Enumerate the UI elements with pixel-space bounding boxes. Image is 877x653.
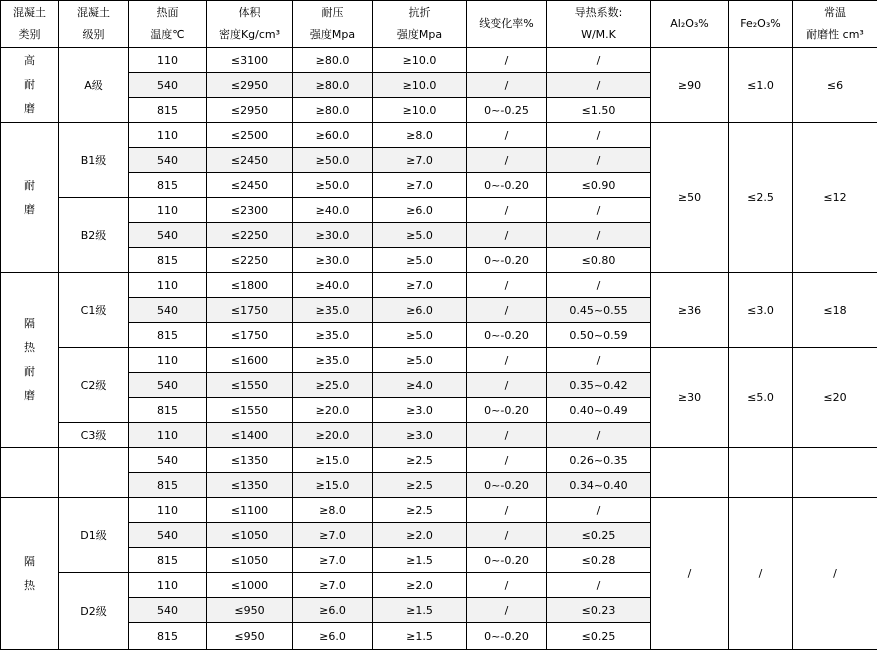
table-row: 隔 热 耐 磨 C1级 110 ≤1800 ≥40.0 ≥7.0 / / ≥36 ≤3.0 ≤18 [1,273,877,298]
grade-d1: D1级 [59,498,129,573]
table-row: 540 ≤1350 ≥15.0 ≥2.5 / 0.26~0.35 [1,448,877,473]
table-row: 815 ≤950 ≥6.0 ≥1.5 0~-0.20 ≤0.25 [1,623,877,650]
al2o3-blank [651,448,729,498]
header-hot-face-temp: 热面 温度℃ [129,1,207,48]
header-fe2o3: Fe₂O₃% [729,1,793,48]
category-high-wear: 高 耐 磨 [1,48,59,123]
table-row: 540 ≤2450 ≥50.0 ≥7.0 / / [1,148,877,173]
header-flexural-strength: 抗折 强度Mpa [373,1,467,48]
table-row: D2级 110 ≤1000 ≥7.0 ≥2.0 / / [1,573,877,598]
table-row: 540 ≤1050 ≥7.0 ≥2.0 / ≤0.25 [1,523,877,548]
table-row: 815 ≤2950 ≥80.0 ≥10.0 0~-0.25 ≤1.50 [1,98,877,123]
grade-b2: B2级 [59,198,129,273]
header-thermal-conductivity: 导热系数: W/M.K [547,1,651,48]
table-row: C2级 110 ≤1600 ≥35.0 ≥5.0 / / ≥30 ≤5.0 ≤20 [1,348,877,373]
category-insulating: 隔 热 [1,498,59,650]
category-blank [1,448,59,498]
fe2o3-value: ≤3.0 [729,273,793,348]
table-row: 隔 热 D1级 110 ≤1100 ≥8.0 ≥2.5 / / / / / [1,498,877,523]
table-row: 815 ≤2450 ≥50.0 ≥7.0 0~-0.20 ≤0.90 [1,173,877,198]
header-concrete-grade: 混凝土 级别 [59,1,129,48]
grade-d2: D2级 [59,573,129,650]
category-insulating-wear: 隔 热 耐 磨 [1,273,59,448]
header-al2o3: Al₂O₃% [651,1,729,48]
fe2o3-value: ≤2.5 [729,123,793,273]
abrasion-value: ≤6 [793,48,877,123]
al2o3-value: / [651,498,729,650]
table-row: 540 ≤1750 ≥35.0 ≥6.0 / 0.45~0.55 [1,298,877,323]
header-bulk-density: 体积 密度Kg/cm³ [207,1,293,48]
abrasion-value: / [793,498,877,650]
header-row [1,1,877,48]
header-compressive-strength: 耐压 强度Mpa [293,1,373,48]
table-row: 耐 磨 B1级 110 ≤2500 ≥60.0 ≥8.0 / / ≥50 ≤2.5 ≤12 [1,123,877,148]
table-row: 540 ≤2250 ≥30.0 ≥5.0 / / [1,223,877,248]
table-row: C3级 110 ≤1400 ≥20.0 ≥3.0 / / [1,423,877,448]
grade-c3: C3级 [59,423,129,448]
abrasion-value: ≤12 [793,123,877,273]
abrasion-value: ≤18 [793,273,877,348]
table-row: 815 ≤2250 ≥30.0 ≥5.0 0~-0.20 ≤0.80 [1,248,877,273]
table-row: 540 ≤2950 ≥80.0 ≥10.0 / / [1,73,877,98]
al2o3-value: ≥90 [651,48,729,123]
header-abrasion: 常温 耐磨性 cm³ [793,1,877,48]
grade-blank [59,448,129,498]
table-row: 815 ≤1050 ≥7.0 ≥1.5 0~-0.20 ≤0.28 [1,548,877,573]
grade-b1: B1级 [59,123,129,198]
grade-c2: C2级 [59,348,129,423]
fe2o3-blank [729,448,793,498]
header-linear-change: 线变化率% [467,1,547,48]
table-row: 高 耐 磨 A级 110 ≤3100 ≥80.0 ≥10.0 / / ≥90 ≤1.0 ≤6 [1,48,877,73]
al2o3-value: ≥50 [651,123,729,273]
category-wear: 耐 磨 [1,123,59,273]
fe2o3-value: ≤5.0 [729,348,793,448]
al2o3-value: ≥36 [651,273,729,348]
grade-c1: C1级 [59,273,129,348]
fe2o3-value: ≤1.0 [729,48,793,123]
fe2o3-value: / [729,498,793,650]
abrasion-value: ≤20 [793,348,877,448]
al2o3-value: ≥30 [651,348,729,448]
table-row: 540 ≤1550 ≥25.0 ≥4.0 / 0.35~0.42 [1,373,877,398]
table-row: 815 ≤1550 ≥20.0 ≥3.0 0~-0.20 0.40~0.49 [1,398,877,423]
grade-a: A级 [59,48,129,123]
table-row: 815 ≤1750 ≥35.0 ≥5.0 0~-0.20 0.50~0.59 [1,323,877,348]
abrasion-blank [793,448,877,498]
header-concrete-category: 混凝土 类别 [1,1,59,48]
table-row: 540 ≤950 ≥6.0 ≥1.5 / ≤0.23 [1,598,877,623]
table-row: 815 ≤1350 ≥15.0 ≥2.5 0~-0.20 0.34~0.40 [1,473,877,498]
table-row: B2级 110 ≤2300 ≥40.0 ≥6.0 / / [1,198,877,223]
